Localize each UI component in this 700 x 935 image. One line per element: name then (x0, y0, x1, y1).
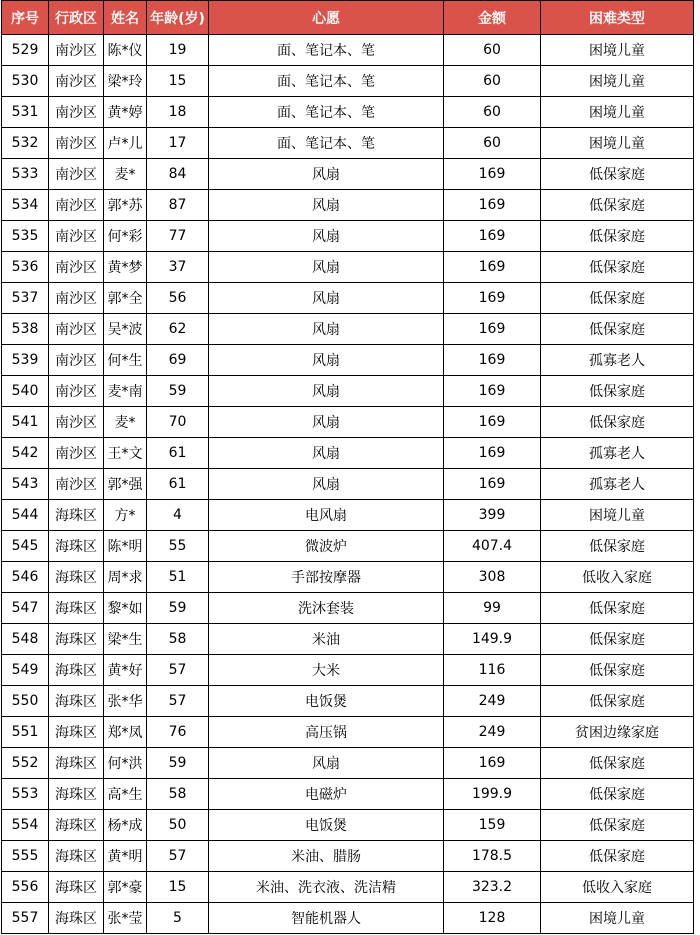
cell-district: 南沙区 (49, 252, 104, 283)
cell-name: 梁*玲 (104, 66, 147, 97)
cell-name: 何*生 (104, 345, 147, 376)
cell-hardship-type: 困境儿童 (541, 903, 694, 934)
table-row (2, 407, 694, 438)
cell-district: 南沙区 (49, 438, 104, 469)
cell-hardship-type: 困境儿童 (541, 128, 694, 159)
cell-serial-number: 533 (2, 159, 49, 190)
cell-serial-number: 535 (2, 221, 49, 252)
cell-hardship-type: 困境儿童 (541, 35, 694, 66)
cell-serial-number: 553 (2, 779, 49, 810)
cell-name: 陈*明 (104, 531, 147, 562)
cell-serial-number: 534 (2, 190, 49, 221)
cell-age: 15 (147, 872, 209, 903)
cell-hardship-type: 低保家庭 (541, 841, 694, 872)
cell-district: 海珠区 (49, 655, 104, 686)
cell-age: 62 (147, 314, 209, 345)
cell-wish: 智能机器人 (209, 903, 444, 934)
cell-district: 海珠区 (49, 562, 104, 593)
table-row (2, 97, 694, 128)
cell-hardship-type: 低收入家庭 (541, 562, 694, 593)
cell-wish: 风扇 (209, 407, 444, 438)
cell-serial-number: 537 (2, 283, 49, 314)
cell-wish: 风扇 (209, 190, 444, 221)
cell-hardship-type: 低保家庭 (541, 624, 694, 655)
cell-hardship-type: 低保家庭 (541, 593, 694, 624)
table-row (2, 283, 694, 314)
cell-name: 郭*豪 (104, 872, 147, 903)
table-row (2, 35, 694, 66)
table-row (2, 717, 694, 748)
cell-district: 海珠区 (49, 810, 104, 841)
table-row (2, 562, 694, 593)
cell-name: 高*生 (104, 779, 147, 810)
cell-wish: 米油、洗衣液、洗洁精 (209, 872, 444, 903)
cell-serial-number: 552 (2, 748, 49, 779)
cell-hardship-type: 低保家庭 (541, 221, 694, 252)
header-serial-number: 序号 (2, 1, 49, 35)
cell-amount: 407.4 (444, 531, 541, 562)
cell-name: 张*华 (104, 686, 147, 717)
cell-amount: 169 (444, 376, 541, 407)
cell-age: 57 (147, 655, 209, 686)
cell-serial-number: 557 (2, 903, 49, 934)
table-row (2, 872, 694, 903)
cell-serial-number: 548 (2, 624, 49, 655)
cell-hardship-type: 低保家庭 (541, 190, 694, 221)
cell-amount: 169 (444, 252, 541, 283)
table-row (2, 624, 694, 655)
header-row (2, 1, 694, 35)
cell-wish: 高压锅 (209, 717, 444, 748)
cell-age: 57 (147, 841, 209, 872)
cell-name: 卢*儿 (104, 128, 147, 159)
cell-wish: 手部按摩器 (209, 562, 444, 593)
cell-age: 15 (147, 66, 209, 97)
cell-hardship-type: 孤寡老人 (541, 469, 694, 500)
table-row (2, 252, 694, 283)
cell-age: 77 (147, 221, 209, 252)
table-row (2, 345, 694, 376)
cell-amount: 99 (444, 593, 541, 624)
cell-serial-number: 547 (2, 593, 49, 624)
cell-amount: 116 (444, 655, 541, 686)
cell-hardship-type: 低保家庭 (541, 810, 694, 841)
cell-amount: 169 (444, 748, 541, 779)
cell-wish: 风扇 (209, 345, 444, 376)
wish-list-table (1, 0, 694, 934)
cell-name: 麦* (104, 159, 147, 190)
cell-district: 海珠区 (49, 593, 104, 624)
cell-age: 61 (147, 469, 209, 500)
cell-name: 黄*婷 (104, 97, 147, 128)
cell-district: 海珠区 (49, 779, 104, 810)
cell-amount: 169 (444, 159, 541, 190)
cell-hardship-type: 低保家庭 (541, 686, 694, 717)
cell-wish: 大米 (209, 655, 444, 686)
cell-amount: 60 (444, 97, 541, 128)
table-row (2, 531, 694, 562)
cell-wish: 面、笔记本、笔 (209, 35, 444, 66)
cell-name: 何*洪 (104, 748, 147, 779)
cell-serial-number: 542 (2, 438, 49, 469)
cell-district: 南沙区 (49, 376, 104, 407)
cell-district: 南沙区 (49, 221, 104, 252)
cell-serial-number: 551 (2, 717, 49, 748)
cell-hardship-type: 困境儿童 (541, 66, 694, 97)
cell-hardship-type: 孤寡老人 (541, 438, 694, 469)
table-row (2, 221, 694, 252)
cell-serial-number: 539 (2, 345, 49, 376)
cell-district: 海珠区 (49, 841, 104, 872)
cell-age: 70 (147, 407, 209, 438)
cell-district: 南沙区 (49, 128, 104, 159)
cell-age: 59 (147, 376, 209, 407)
cell-age: 56 (147, 283, 209, 314)
table-row (2, 748, 694, 779)
header-name: 姓名 (104, 1, 147, 35)
header-wish: 心愿 (209, 1, 444, 35)
cell-wish: 米油 (209, 624, 444, 655)
cell-hardship-type: 低收入家庭 (541, 872, 694, 903)
cell-name: 麦* (104, 407, 147, 438)
table-row (2, 438, 694, 469)
cell-name: 王*文 (104, 438, 147, 469)
header-hardship-type: 困难类型 (541, 1, 694, 35)
cell-amount: 169 (444, 190, 541, 221)
cell-hardship-type: 低保家庭 (541, 159, 694, 190)
cell-age: 58 (147, 779, 209, 810)
cell-amount: 169 (444, 221, 541, 252)
cell-name: 麦*南 (104, 376, 147, 407)
cell-name: 吴*波 (104, 314, 147, 345)
cell-serial-number: 543 (2, 469, 49, 500)
cell-amount: 308 (444, 562, 541, 593)
header-age: 年龄(岁) (147, 1, 209, 35)
cell-amount: 249 (444, 717, 541, 748)
cell-amount: 249 (444, 686, 541, 717)
cell-amount: 323.2 (444, 872, 541, 903)
cell-serial-number: 545 (2, 531, 49, 562)
cell-district: 海珠区 (49, 903, 104, 934)
cell-name: 黄*好 (104, 655, 147, 686)
cell-name: 黄*明 (104, 841, 147, 872)
table-row (2, 66, 694, 97)
cell-hardship-type: 低保家庭 (541, 748, 694, 779)
cell-amount: 169 (444, 407, 541, 438)
cell-amount: 199.9 (444, 779, 541, 810)
cell-wish: 电风扇 (209, 500, 444, 531)
table-row (2, 469, 694, 500)
cell-age: 59 (147, 593, 209, 624)
cell-wish: 面、笔记本、笔 (209, 97, 444, 128)
header-amount: 金额 (444, 1, 541, 35)
cell-wish: 风扇 (209, 469, 444, 500)
table-row (2, 376, 694, 407)
cell-wish: 米油、腊肠 (209, 841, 444, 872)
cell-amount: 149.9 (444, 624, 541, 655)
cell-name: 黎*如 (104, 593, 147, 624)
cell-hardship-type: 低保家庭 (541, 531, 694, 562)
cell-wish: 风扇 (209, 376, 444, 407)
table-row (2, 779, 694, 810)
cell-age: 61 (147, 438, 209, 469)
table-row (2, 190, 694, 221)
table-row (2, 655, 694, 686)
cell-age: 17 (147, 128, 209, 159)
cell-serial-number: 549 (2, 655, 49, 686)
table-row (2, 159, 694, 190)
cell-serial-number: 536 (2, 252, 49, 283)
cell-hardship-type: 困境儿童 (541, 97, 694, 128)
cell-amount: 169 (444, 314, 541, 345)
cell-age: 4 (147, 500, 209, 531)
cell-serial-number: 550 (2, 686, 49, 717)
cell-age: 69 (147, 345, 209, 376)
cell-age: 55 (147, 531, 209, 562)
cell-serial-number: 531 (2, 97, 49, 128)
cell-wish: 风扇 (209, 748, 444, 779)
cell-amount: 169 (444, 345, 541, 376)
cell-district: 南沙区 (49, 66, 104, 97)
cell-wish: 风扇 (209, 159, 444, 190)
cell-hardship-type: 低保家庭 (541, 376, 694, 407)
cell-hardship-type: 困境儿童 (541, 500, 694, 531)
cell-age: 19 (147, 35, 209, 66)
cell-amount: 399 (444, 500, 541, 531)
cell-district: 南沙区 (49, 35, 104, 66)
cell-wish: 洗沐套装 (209, 593, 444, 624)
table-row (2, 686, 694, 717)
cell-wish: 面、笔记本、笔 (209, 128, 444, 159)
cell-hardship-type: 孤寡老人 (541, 345, 694, 376)
cell-amount: 178.5 (444, 841, 541, 872)
cell-name: 张*莹 (104, 903, 147, 934)
cell-district: 南沙区 (49, 190, 104, 221)
cell-wish: 电磁炉 (209, 779, 444, 810)
cell-amount: 169 (444, 283, 541, 314)
cell-district: 海珠区 (49, 500, 104, 531)
cell-district: 海珠区 (49, 686, 104, 717)
header-district: 行政区 (49, 1, 104, 35)
cell-age: 5 (147, 903, 209, 934)
cell-amount: 169 (444, 469, 541, 500)
cell-serial-number: 554 (2, 810, 49, 841)
cell-wish: 电饭煲 (209, 810, 444, 841)
cell-wish: 风扇 (209, 221, 444, 252)
cell-district: 南沙区 (49, 345, 104, 376)
cell-amount: 128 (444, 903, 541, 934)
table-row (2, 314, 694, 345)
cell-hardship-type: 贫困边缘家庭 (541, 717, 694, 748)
table-header (2, 1, 694, 35)
table-body (2, 35, 694, 934)
cell-serial-number: 544 (2, 500, 49, 531)
cell-name: 周*求 (104, 562, 147, 593)
cell-district: 南沙区 (49, 283, 104, 314)
cell-amount: 169 (444, 438, 541, 469)
table-row (2, 810, 694, 841)
cell-name: 杨*成 (104, 810, 147, 841)
cell-district: 海珠区 (49, 872, 104, 903)
cell-name: 梁*生 (104, 624, 147, 655)
cell-hardship-type: 低保家庭 (541, 252, 694, 283)
cell-wish: 风扇 (209, 283, 444, 314)
cell-district: 海珠区 (49, 624, 104, 655)
cell-age: 57 (147, 686, 209, 717)
table-row (2, 593, 694, 624)
cell-wish: 面、笔记本、笔 (209, 66, 444, 97)
cell-district: 海珠区 (49, 531, 104, 562)
cell-district: 海珠区 (49, 717, 104, 748)
cell-name: 方* (104, 500, 147, 531)
cell-name: 郭*强 (104, 469, 147, 500)
cell-age: 84 (147, 159, 209, 190)
cell-name: 郑*凤 (104, 717, 147, 748)
cell-serial-number: 540 (2, 376, 49, 407)
cell-district: 海珠区 (49, 748, 104, 779)
cell-age: 59 (147, 748, 209, 779)
cell-hardship-type: 低保家庭 (541, 407, 694, 438)
cell-serial-number: 555 (2, 841, 49, 872)
cell-hardship-type: 低保家庭 (541, 314, 694, 345)
table-row (2, 841, 694, 872)
cell-age: 76 (147, 717, 209, 748)
cell-hardship-type: 低保家庭 (541, 655, 694, 686)
cell-amount: 60 (444, 128, 541, 159)
cell-serial-number: 538 (2, 314, 49, 345)
cell-hardship-type: 低保家庭 (541, 779, 694, 810)
cell-name: 郭*全 (104, 283, 147, 314)
cell-hardship-type: 低保家庭 (541, 283, 694, 314)
cell-age: 87 (147, 190, 209, 221)
cell-name: 陈*仪 (104, 35, 147, 66)
cell-district: 南沙区 (49, 159, 104, 190)
wish-list-table-container (1, 0, 693, 934)
cell-wish: 风扇 (209, 438, 444, 469)
cell-age: 18 (147, 97, 209, 128)
cell-serial-number: 556 (2, 872, 49, 903)
cell-amount: 159 (444, 810, 541, 841)
cell-wish: 风扇 (209, 252, 444, 283)
cell-name: 黄*梦 (104, 252, 147, 283)
cell-serial-number: 529 (2, 35, 49, 66)
cell-age: 51 (147, 562, 209, 593)
cell-serial-number: 530 (2, 66, 49, 97)
cell-amount: 60 (444, 35, 541, 66)
cell-age: 37 (147, 252, 209, 283)
cell-serial-number: 546 (2, 562, 49, 593)
table-row (2, 128, 694, 159)
cell-age: 58 (147, 624, 209, 655)
cell-name: 何*彩 (104, 221, 147, 252)
cell-wish: 电饭煲 (209, 686, 444, 717)
cell-serial-number: 532 (2, 128, 49, 159)
cell-serial-number: 541 (2, 407, 49, 438)
cell-wish: 微波炉 (209, 531, 444, 562)
cell-amount: 60 (444, 66, 541, 97)
table-row (2, 500, 694, 531)
cell-district: 南沙区 (49, 407, 104, 438)
cell-name: 郭*苏 (104, 190, 147, 221)
cell-age: 50 (147, 810, 209, 841)
cell-district: 南沙区 (49, 314, 104, 345)
cell-wish: 风扇 (209, 314, 444, 345)
cell-district: 南沙区 (49, 97, 104, 128)
cell-district: 南沙区 (49, 469, 104, 500)
table-row (2, 903, 694, 934)
